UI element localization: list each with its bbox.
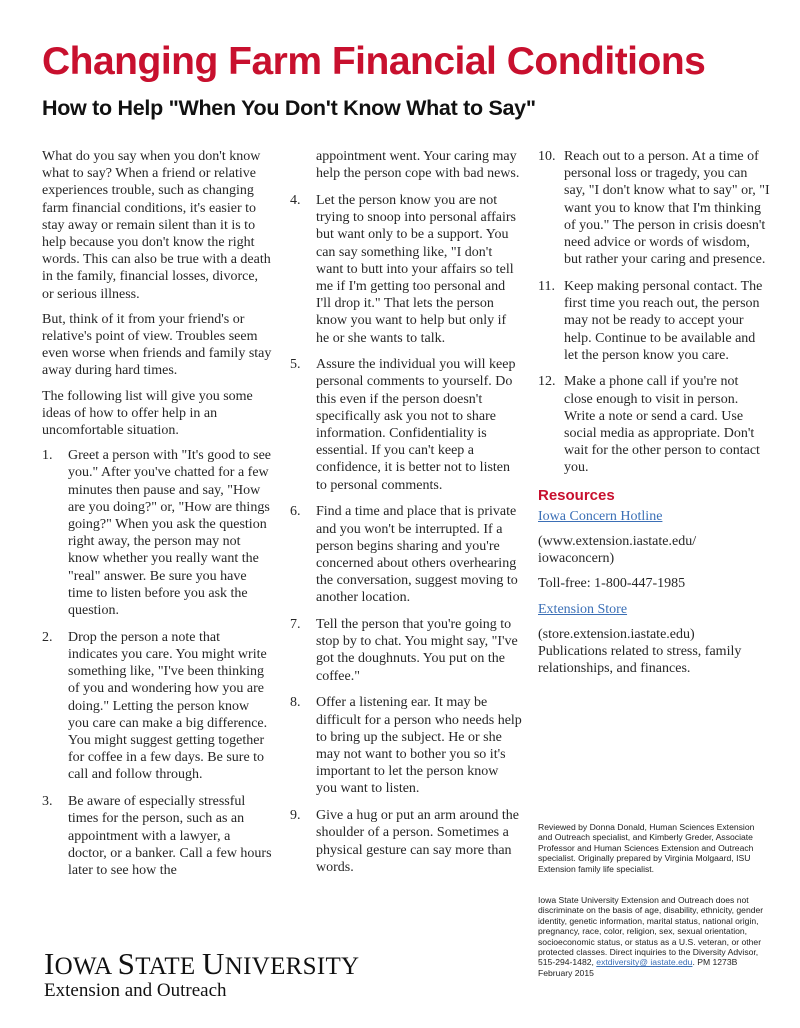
list-text: Drop the person a note that indicates you care. You might write something like, "I've been thinking of you and wondering how you are doing." Letting the person know you care can make a big difference. You might suggest getting together for coffee in a few days. Be sure to call and follow through. <box>68 629 268 783</box>
store-url: (store.extension.iastate.edu) <box>538 626 695 642</box>
list-number: 11. <box>538 278 555 294</box>
store-description: Publications related to stress, family relationships, and finances. <box>538 644 742 677</box>
list-text: Find a time and place that is private and you won't be interrupted. If a person begins sharing and you're concerned about others overhearing the conversation, suggest moving to another location. <box>316 504 518 606</box>
intro-paragraph: But, think of it from your friend's or relative's point of view. Troubles seem even worse when friends and family stay away during hard times. <box>42 311 272 379</box>
list-item <box>290 807 522 876</box>
list-text: Offer a listening ear. It may be difficult for a person who needs help to bring up the subject. He or she may not want to bother you so it's important to let the person know you want to listen. <box>316 695 522 797</box>
intro-paragraph: The following list will give you some ideas of how to offer help in an uncomfortable situation. <box>42 388 253 439</box>
list-text: Greet a person with "It's good to see you." After you've chatted for a few minutes then pause and say, "How are you doing?" or, "How are things going?" When you ask the question right away, the person may not know whether you really want the "real" answer. Be sure you have time to listen before you ask the question. <box>68 448 272 619</box>
list-number: 4. <box>290 192 301 208</box>
tollfree-number: Toll-free: 1-800-447-1985 <box>538 576 686 592</box>
list-item <box>538 278 770 364</box>
list-item-continued <box>290 148 522 182</box>
list-text: Reach out to a person. At a time of personal loss or tragedy, you can say, "I don't know what to say" or, "I want you to know that I'm thinking of you." The person in crisis doesn't need advice or words of wisdom, but rather your caring and presence. <box>564 149 770 268</box>
list-number: 9. <box>290 808 301 824</box>
list-item <box>290 503 522 606</box>
list-number: 5. <box>290 357 301 373</box>
page-subtitle: How to Help "When You Don't Know What to Say" <box>42 96 536 120</box>
page-title: Changing Farm Financial Conditions <box>42 40 706 83</box>
list-item <box>290 192 522 347</box>
nondiscrimination-statement <box>538 895 770 978</box>
list-number: 10. <box>538 149 556 164</box>
intro-paragraph: What do you say when you don't know what to say? When a friend or relative experiences trouble, such as changing farm financial conditions, it's easier to stay away or remain silent than it is to help because you don't know the right words. This can also be true with a death in the family, financial losses, divorce, or serious illness. <box>42 149 271 302</box>
list-number: 7. <box>290 617 301 633</box>
extension-store-link[interactable]: Extension Store <box>538 601 628 617</box>
list-number: 2. <box>42 629 53 645</box>
list-text: Tell the person that you're going to stop by to chat. You might say, "I've got the doughnuts. You put on the coffee." <box>316 617 518 684</box>
nondiscrimination-text: Iowa State University Extension and Outreach does not discriminate on the basis of age, disability, ethnicity, gender identity, genetic information, marital status, national origin, pregnancy, race, color, religion, sex, sexual orientation, socioeconomic status, or status as a U.S. veteran, or other protected classes. Direct inquiries to the Diversity Advisor, 515-294-1482, <box>538 895 764 968</box>
list-number: 3. <box>42 794 53 810</box>
list-item <box>290 356 522 494</box>
extension-outreach-wordmark: Extension and Outreach <box>44 980 227 1001</box>
tips-list <box>538 148 770 477</box>
hotline-url: (www.extension.iastate.edu/ iowaconcern) <box>538 534 697 567</box>
tips-list <box>290 148 522 876</box>
list-item <box>538 148 770 268</box>
list-text: Be aware of especially stressful times for the person, such as an appointment with a lawyer, a doctor, or a banker. Call a few hours later to see how the <box>68 794 272 878</box>
list-text: Keep making personal contact. The first time you reach out, the person may not be ready to accept your help. Continue to be available and let the person know you care. <box>564 278 763 363</box>
list-text: Assure the individual you will keep personal comments to yourself. Do this even if the person doesn't specifically ask you not to share information. Confidentiality is essential. If you can't keep a confidence, it is better not to listen to personal comments. <box>316 357 516 493</box>
list-number: 1. <box>42 448 53 464</box>
list-text: Give a hug or put an arm around the shoulder of a person. Sometimes a physical gesture can say more than words. <box>316 808 519 875</box>
list-item <box>290 694 522 797</box>
list-text: Make a phone call if you're not close enough to visit in person. Write a note or send a card. Use social media as appropriate. Don't wait for the other person to contact you. <box>564 374 760 476</box>
list-item <box>42 447 272 619</box>
list-item <box>42 793 272 879</box>
diversity-email-link[interactable]: extdiversity@ iastate.edu <box>596 957 693 968</box>
university-wordmark: IOWA STATE UNIVERSITY <box>44 946 360 981</box>
column-1 <box>42 148 272 889</box>
isu-extension-logo <box>44 946 359 1002</box>
list-number: 12. <box>538 374 556 390</box>
iowa-concern-hotline-link[interactable]: Iowa Concern Hotline <box>538 508 663 524</box>
list-item <box>538 373 770 476</box>
list-item <box>290 616 522 685</box>
column-3 <box>538 148 770 685</box>
list-number: 8. <box>290 695 301 711</box>
list-number <box>290 148 316 182</box>
list-number: 6. <box>290 504 301 520</box>
list-text: Let the person know you are not trying to snoop into personal affairs but want only to be a support. You can say something like, "I don't want to butt into your affairs so tell me if I'm getting too personal and I'll drop it." That lets the person know you want to help but only if he or she wants to talk. <box>316 192 516 346</box>
list-item <box>42 629 272 784</box>
publication-number: . PM 1273B February 2015 <box>538 957 738 978</box>
column-2 <box>290 148 522 885</box>
list-text: appointment went. Your caring may help the person cope with bad news. <box>316 149 520 182</box>
reviewed-by-note: Reviewed by Donna Donald, Human Sciences Extension and Outreach specialist, and Kimberly Greder, Associate Professor and Human Sciences Extension and Outreach specialist. Originally prepared by Virginia Molgaard, ISU Extension family life specialist. <box>538 822 755 874</box>
tips-list <box>42 447 272 879</box>
resources-heading: Resources <box>538 486 615 504</box>
